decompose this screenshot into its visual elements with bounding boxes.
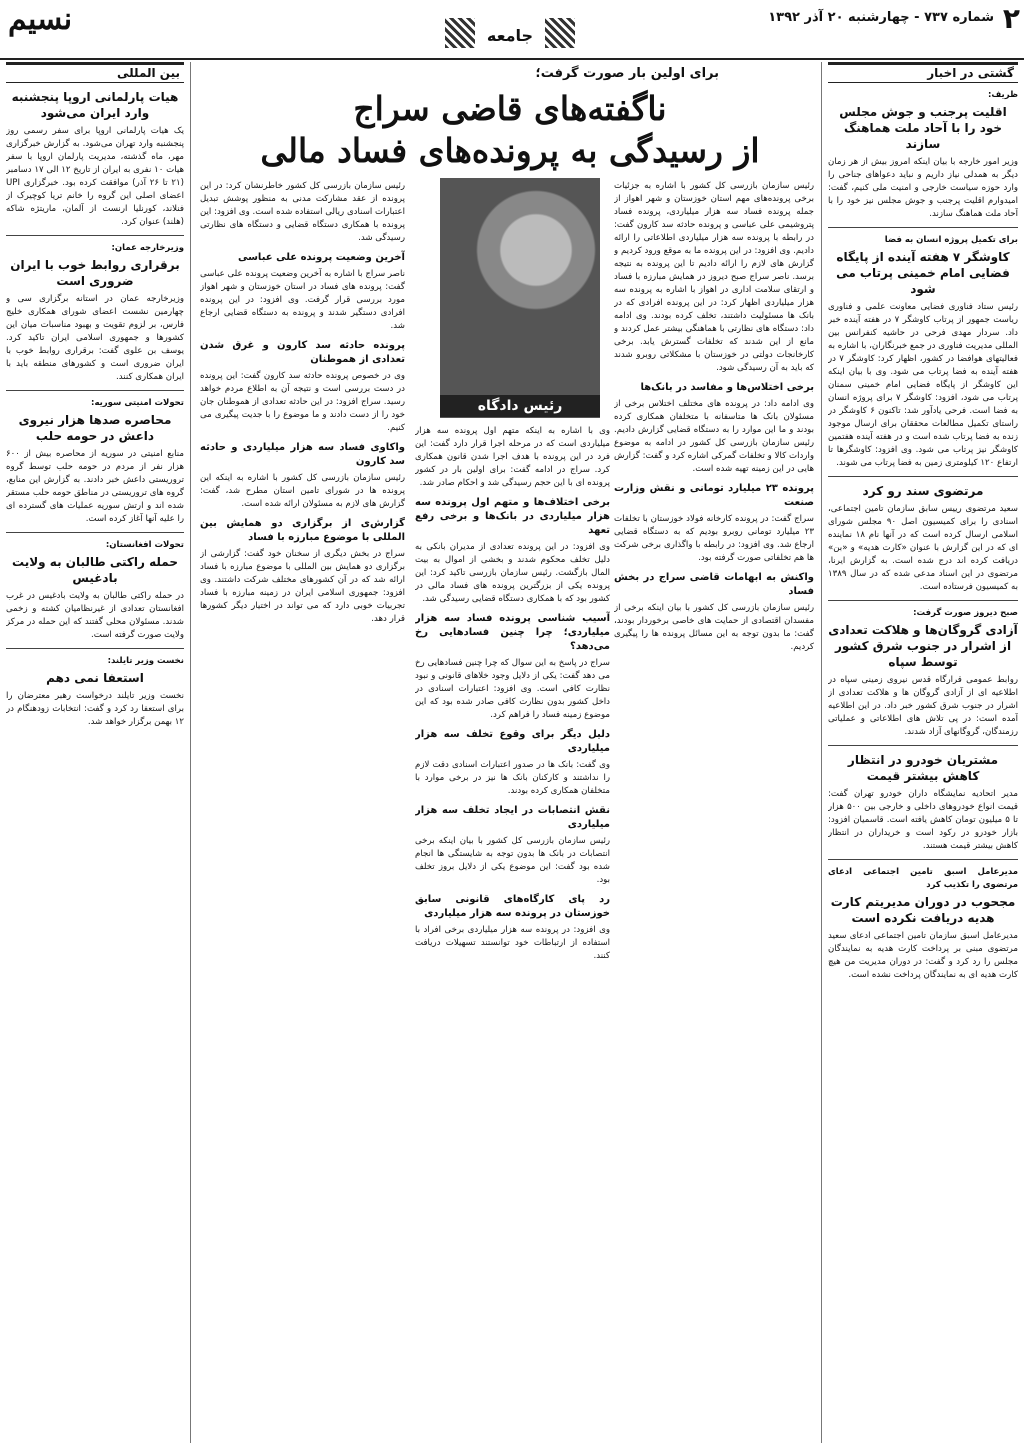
article-body: وی افزود: در این پرونده تعدادی از مدیران بانکی به دلیل تخلف محکوم شدند و بخشی از اموال به بیت المال بازگشت. رئیس سازمان بازرسی تاکید کرد: این پرونده یکی از بزرگترین پرونده های فساد مالی در کشور بود که با همکاری دستگاه قضایی رسیدگی شد. — [415, 542, 610, 604]
article-body: وی در خصوص پرونده حادثه سد کارون گفت: این پرونده در دست بررسی است و نتیجه آن به اطلاع مردم خواهد رسید. سراج افزود: در این حادثه تعدادی از هموطنان جان خود را از دست دادند و ما موضوع را با جدیت پیگیری می کنیم. — [200, 371, 405, 433]
news-body: منابع امنیتی در سوریه از محاصره بیش از ۶۰۰ هزار نفر از مردم در حومه حلب توسط گروه تروریستی داعش خبر دادند. به گزارش این منابع، گروه های تروریستی در مناطق حومه حلب مستقر شده اند و ارتش سوریه عملیات های گسترده ای را علیه آنها آغاز کرده است. — [6, 449, 184, 524]
page-number: ۲ — [1002, 2, 1020, 35]
article-subhead: واکاوی فساد سه هزار میلیاردی و حادثه سد کارون — [200, 442, 405, 467]
article-body: رئیس سازمان بازرسی کل کشور با اشاره به جزئیات برخی پرونده‌های مهم استان خوزستان و شهر اهواز از جمله پرونده فساد سه هزار میلیاردی، پرونده فساد پتروشیمی علی عباسی و پرونده حادثه سد کارون گفت: در رابطه با پرونده سه هزار میلیاردی اطلاعاتی را ارائه دادیم. وی افزود: در این پرونده ما به موقع ورود کردیم و گزارش های لازم را ارائه دادیم تا این پرونده به نتیجه برسد. ناصر سراج صبح دیروز در همایش مبارزه با فساد و ارتقای سلامت اداری در اهواز با اشاره به پرونده سه هزار میلیاردی اظهار کرد: در این پرونده افرادی که در بانک ها مسئولیت داشتند، تخلف کرده بودند. وی ادامه داد: دستگاه های نظارتی با هماهنگی بیشتر عمل کردند و مانع از این شدند که تخلفات گسترش یابد. برخی کارخانجات دولتی در خوزستان با مشکلاتی روبرو شدند که باید به آن رسیدگی شود. — [614, 181, 814, 373]
article-body: رئیس سازمان بازرسی کل کشور با بیان اینکه برخی از مفسدان اقتصادی از حمایت های خاصی برخوردار بودند، گفت: ما بدون توجه به این مسائل پرونده ها را پیگیری کردیم. — [614, 603, 814, 652]
newspaper-logo: نسیم — [8, 2, 73, 37]
divider — [828, 745, 1018, 746]
kicker: تحولات امنیتی سوریه: — [91, 398, 184, 408]
article-subhead: برخی اختلاس‌ها و مفاسد در بانک‌ها — [640, 382, 814, 393]
article-subhead: پرونده ۲۳ میلیارد تومانی و نقش وزارت صنعت — [614, 483, 814, 508]
kicker: نخست وزیر تایلند: — [107, 656, 184, 666]
article-column — [614, 180, 814, 1442]
news-title: مجحوب در دوران مدیریتم کارت هدیه دریافت نکرده است — [830, 895, 1016, 925]
divider — [828, 600, 1018, 601]
article-body: وی گفت: بانک ها در صدور اعتبارات اسنادی دقت لازم را نداشتند و کارکنان بانک ها نیز در برخی موارد با متخلفان همکاری کرده بودند. — [415, 760, 610, 796]
article-body: رئیس سازمان بازرسی کل کشور با بیان اینکه برخی انتصابات در بانک ها بدون توجه به شایستگی ها انجام شده بود گفت: این موضوع یکی از دلایل بروز تخلف بود. — [415, 836, 610, 885]
article-subhead: آخرین وضعیت پرونده علی عباسی — [237, 252, 405, 263]
kicker: ظریف: — [987, 90, 1018, 100]
kicker: مدیرعامل اسبق تامین اجتماعی ادعای مرتضوی را تکذیب کرد — [828, 867, 1018, 890]
news-body: نخست وزیر تایلند درخواست رهبر معترضان را برای استعفا رد کرد و گفت: انتخابات زودهنگام در ۱۲ بهمن برگزار خواهد شد. — [6, 691, 184, 727]
column-header — [6, 62, 184, 83]
article-subhead: دلیل دیگر برای وقوع تخلف سه هزار میلیاردی — [415, 729, 610, 754]
column-divider — [821, 62, 822, 1443]
article-kicker: برای اولین بار صورت گرفت؛ — [535, 66, 719, 81]
news-title: حمله راکتی طالبان به ولایت بادغیس — [12, 555, 178, 585]
news-body: یک هیات پارلمانی اروپا برای سفر رسمی روز پنجشنبه وارد تهران می‌شود. به گزارش خبرگزاری مهر، ماه گذشته، مدیریت پارلمان اروپا با سفر هیات ۱۰ نفری به ایران از تاریخ ۱۲ الی ۱۷ دسامبر (۲۱ تا ۲۶ آذر) موافقت کرده بود. خبرگزاری UPI اعضای اصلی این گروه را خانم تریا کوچیرک از فنلاند، کورنلیا ارنست از آلمان، ماریتژه شاکه (هلند) عنوان کرد. — [6, 126, 184, 227]
headline-line: ناگفته‌های قاضی سراج — [353, 89, 667, 128]
news-body: مدیرعامل اسبق سازمان تامین اجتماعی ادعای سعید مرتضوی مبنی بر پرداخت کارت هدیه به نمایندگان مجلس را رد کرد و گفت: در دوران مدیریت من هیچ کارت هدیه ای به نمایندگان پرداخت نشده است. — [828, 931, 1018, 980]
article-body: سراج در پاسخ به این سوال که چرا چنین فسادهایی رخ می دهد گفت: یکی از دلایل وجود خلاهای قانونی و نبود نظارت کافی است. وی افزود: اعتبارات اسنادی در داخل کشور بدون نظارت کافی صادر شده بود که این موضوع زمینه فساد را فراهم کرد. — [415, 658, 610, 720]
divider — [6, 648, 184, 649]
column-header-label: گشتی در اخبار — [927, 66, 1014, 80]
kicker: وزیرخارجه عمان: — [111, 243, 184, 253]
news-body: مدیر اتحادیه نمایشگاه داران خودرو تهران گفت: قیمت انواع خودروهای داخلی و خارجی بین ۵۰۰ هزار تا ۵ میلیون تومان کاهش یافته است. قاسمیان افزود: بازار خودرو در رکود است و خریداران در انتظار کاهش بیشتر قیمت هستند. — [828, 789, 1018, 851]
news-body: روابط عمومی قرارگاه قدس نیروی زمینی سپاه در اطلاعیه ای از آزادی گروگان ها و هلاکت تعدادی از اشرار در جنوب شرق کشور خبر داد. در این اطلاعیه آمده است: در پی تلاش های اطلاعاتی و عملیاتی رزمندگان، گروگانهای آزاد شدند. — [828, 675, 1018, 737]
news-title: استعفا نمی دهم — [46, 671, 144, 685]
section-title: جامعه — [486, 26, 534, 45]
divider — [6, 532, 184, 533]
kicker: تحولات افغانستان: — [105, 540, 184, 550]
news-body: سعید مرتضوی رییس سابق سازمان تامین اجتماعی، اسنادی را برای کمیسیون اصل ۹۰ مجلس شورای اسلامی ارسال کرده است که در آنها نام ۱۸ نماینده ای که در این گزارش با عنوان «کارت هدیه» و «بن» دریافت کرده اند درج شده است. به گزارش ایرنا، مرتضوی در این اسناد مدعی شده که در سال ۱۳۸۹ به کمیسیون فرستاده است. — [828, 504, 1018, 592]
column-header-label: بین المللی — [117, 66, 180, 80]
article-subhead: نقش انتصابات در ایجاد تخلف سه هزار میلیاردی — [415, 805, 610, 830]
article-body: ناصر سراج با اشاره به آخرین وضعیت پرونده علی عباسی گفت: پرونده های فساد در استان خوزستان و شهر اهواز مورد بررسی قرار گرفت. وی افزود: در این پرونده افرادی دستگیر شدند و پرونده به دستگاه قضایی ارجاع شد. — [200, 269, 405, 331]
article-subhead: برخی اختلاف‌ها و متهم اول پرونده سه هزار میلیاردی در بانک‌ها و برخی رفع تعهد — [415, 497, 610, 536]
divider — [828, 859, 1018, 860]
news-title: مرتضوی سند رو کرد — [862, 484, 984, 498]
divider — [6, 235, 184, 236]
news-body: وزیرخارجه عمان در استانه برگزاری سی و چهارمین نشست اعضای شورای همکاری خلیج فارس، بر لزوم تقویت و بهبود مناسبات میان این کشورها و جمهوری اسلامی ایران تاکید کرد. یوسف بن علوی گفت: برقراری روابط خوب با ایران ضروری است و کشورهای منطقه باید با ایران همکاری کنند. — [6, 294, 184, 382]
article-body: وی ادامه داد: در پرونده های مختلف اختلاس برخی از مسئولان بانک ها متاسفانه با متخلفان همکاری کرده بودند و ما این موارد را به دستگاه قضایی گزارش دادیم. رئیس سازمان بازرسی کل کشور در ادامه به موضوع واردات کالا و تخلفات گمرکی اشاره کرد و گفت: گزارش هایی در این زمینه تهیه شده است. — [614, 399, 814, 474]
kicker: برای تکمیل پروژه انسان به فضا — [884, 235, 1018, 245]
article-body: سراج گفت: در پرونده کارخانه فولاد خوزستان با تخلفات ۲۳ میلیارد تومانی روبرو بودیم که به دستگاه قضایی ارجاع شد. وی افزود: در رابطه با واگذاری برخی شرکت ها هم تخلفاتی صورت گرفته بود. — [614, 514, 814, 563]
issue-info: شماره ۷۳۷ - چهارشنبه ۲۰ آذر ۱۳۹۲ — [768, 10, 994, 25]
kicker: صبح دیروز صورت گرفت: — [913, 608, 1018, 618]
news-title: برقراری روابط خوب با ایران ضروری است — [10, 258, 180, 288]
news-title: اقلیت پرجنب و جوش مجلس خود را با آحاد ملت هماهنگ سازند — [839, 105, 1007, 151]
article-subhead: رد پای کارگاه‌های قانونی سابق خوزستان در پرونده سه هزار میلیاردی — [415, 894, 610, 919]
news-title: محاصره صدها هزار نیروی داعش در حومه حلب — [18, 413, 172, 443]
article-photo — [440, 178, 600, 418]
news-body: در حمله راکتی طالبان به ولایت بادغیس در غرب افغانستان تعدادی از غیرنظامیان کشته و زخمی شدند. مسئولان محلی گفتند که این حمله در مرکز ولایت صورت گرفته است. — [6, 591, 184, 640]
international-column — [6, 62, 184, 1443]
ornament-icon — [545, 18, 575, 48]
article-headline — [250, 88, 770, 172]
divider — [828, 227, 1018, 228]
news-title: مشتریان خودرو در انتظار کاهش بیشتر قیمت — [847, 753, 999, 783]
article-body: وی با اشاره به اینکه متهم اول پرونده سه هزار میلیاردی است که در مرحله اجرا قرار دارد گفت: این فرد در این پرونده با هدف اجرا شدن قانون همکاری کرد. سراج در ادامه گفت: برای اولین بار در کشور پرونده ای با این حجم رسیدگی شد و احکام صادر شد. — [415, 426, 610, 488]
news-roundup-column — [828, 62, 1018, 1443]
article-body: سراج در بخش دیگری از سخنان خود گفت: گزارشی از برگزاری دو همایش بین المللی با موضوع مبارزه با فساد ارائه شد که در آن کشورهای مختلف شرکت داشتند. وی افزود: جمهوری اسلامی ایران در زمینه مبارزه با فساد تجربیات خوبی دارد که می تواند در اختیار دیگر کشورها قرار دهد. — [200, 549, 405, 624]
divider — [6, 390, 184, 391]
news-title: کاوشگر ۷ هفته آینده از پایگاه فضایی امام خمینی پرتاب می شود — [836, 250, 1010, 296]
masthead — [0, 0, 1024, 60]
article-subhead: واکنش به ابهامات قاضی سراج در بخش فساد — [614, 572, 814, 597]
news-title: آزادی گروگان‌ها و هلاکت تعدادی از اشرار در جنوب شرق کشور توسط سپاه — [828, 623, 1018, 669]
article-subhead: گزارش‌ی از برگزاری دو همایش بین المللی با موضوع مبارزه با فساد — [200, 518, 405, 543]
news-title: هیات پارلمانی اروپا پنجشنبه وارد ایران می‌شود — [11, 90, 179, 120]
column-header — [828, 62, 1018, 83]
news-body: رئیس ستاد فناوری فضایی معاونت علمی و فناوری ریاست جمهور از پرتاب کاوشگر ۷ در هفته آینده خبر داد. سردار مهدی فرحی در حاشیه کنفرانس بین المللی مدیریت فناوری در جمع خبرنگاران، با اشاره به فعالیتهای هوافضا در کشور، اظهار کرد: کاوشگر ۷ در هفته آینده به فضا پرتاب می شود. وی با بیان اینکه این کاوشگر از پایگاه فضایی امام خمینی سمنان پرتاب می شود، افزود: کاوشگر ۷ برای پروژه انسان به فضا است. فرحی یادآور شد: تاکنون ۶ کاوشگر در راستای تکمیل مطالعات محققان برای ارسال موجود زنده به فضا پرتاب شده است و در هفته آینده هفتمین کاوشگر نیز پرتاب می شود. وی افزود: کاوشگرها تا ارتفاع ۱۲۰ کیلومتری زمین به فضا پرتاب می شوند. — [828, 302, 1018, 468]
article-subhead: پرونده حادثه سد کارون و غرق شدن تعدادی از هموطنان — [200, 340, 405, 365]
divider — [828, 476, 1018, 477]
headline-line: از رسیدگی به پرونده‌های فساد مالی — [260, 131, 760, 170]
article-body: رئیس سازمان بازرسی کل کشور با اشاره به اینکه این پرونده ها در شورای تامین استان مطرح شد، گفت: گزارش های لازم به مسئولان ارائه شده است. — [200, 473, 405, 509]
article-body: وی افزود: در پرونده سه هزار میلیاردی برخی افراد با استفاده از ارتباطات خود توانستند تسهیلات دریافت کنند. — [415, 925, 610, 961]
article-subhead: آسیب شناسی پرونده فساد سه هزار میلیاردی؛ چرا چنین فسادهایی رخ می‌دهد؟ — [415, 613, 610, 652]
column-divider — [190, 62, 191, 1443]
article-column — [415, 425, 610, 1442]
photo-caption: رئیس دادگاه — [440, 395, 600, 417]
article-column — [200, 180, 405, 1442]
article-body: رئیس سازمان بازرسی کل کشور خاطرنشان کرد: در این پرونده از عقد مشارکت مدنی به منظور پوشش تبدیل اعتبارات اسنادی ریالی استفاده شده است. وی افزود: این پرونده با همکاری دستگاه قضایی و دستگاه های نظارتی رسیدگی شد. — [200, 181, 405, 243]
news-body: وزیر امور خارجه با بیان اینکه امروز بیش از هر زمان دیگر به همدلی نیاز داریم و نباید دعواهای جناحی را وارد حوزه سیاست خارجی و امنیت ملی کنیم، گفت: امیدوارم اقلیت پرجنب و جوش مجلس نیز خود را با آحاد ملت هماهنگ سازند. — [828, 157, 1018, 219]
